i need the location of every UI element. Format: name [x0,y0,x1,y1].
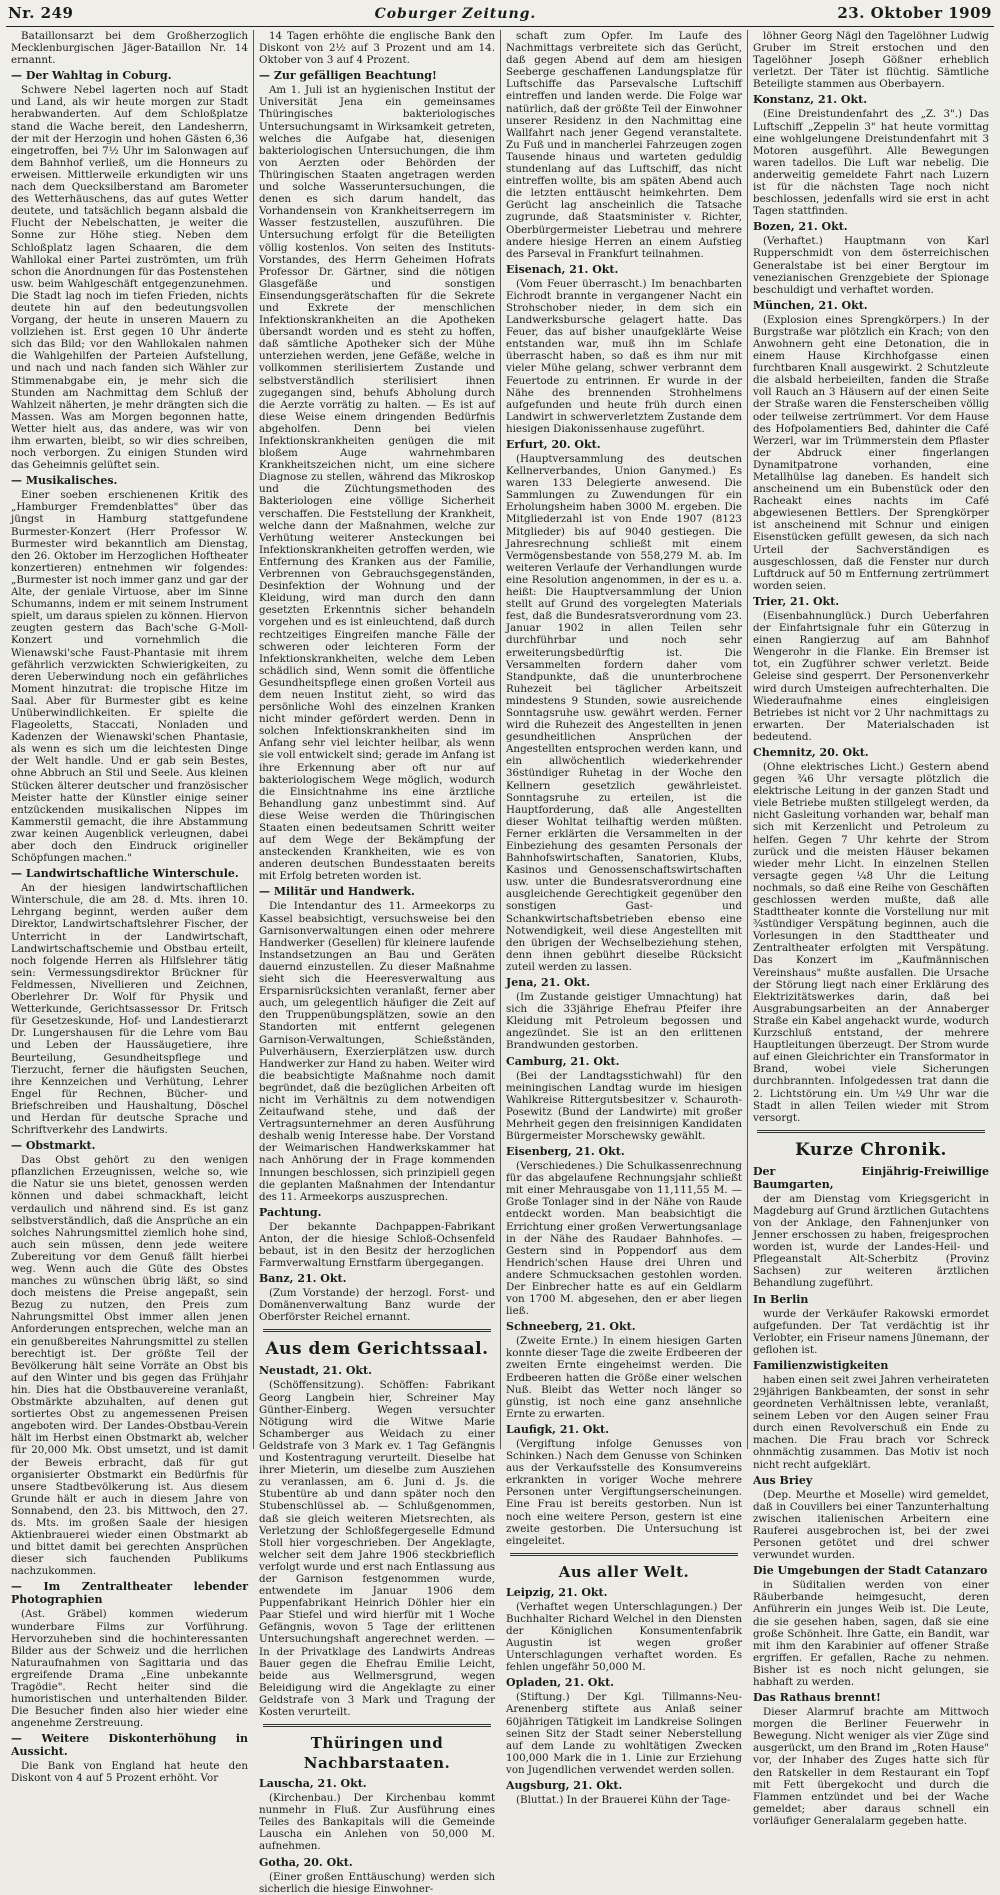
article-text-bozen: (Verhaftet.) Hauptmann von Karl Rupperschmidt von dem österreichischen Generalstabe ist bei einer Bergtour im venezianischen Grenzgebiete der Spionage beschuldigt und verhaftet worden. [753,235,989,296]
section-title-kurze-chronik: Kurze Chronik. [795,1139,947,1160]
article-heading-muenchen: München, 21. Okt. [753,298,868,312]
article-heading-familie: Familienzwistigkeiten [753,1358,889,1372]
article-heading-erfurt: Erfurt, 20. Okt. [506,438,601,451]
article-text-militaer: Die Intendantur des 11. Armeekorps zu Kassel beabsichtigt, versuchsweise bei den Garnisonverwaltungen einen oder mehrere Handwerker (Gesellen) für kleinere laufende Instandsetzungen an Bau und Geräten dauernd einzustellen. Zu dieser Maßnahme sieht sich die Heeresverwaltung aus Ersparnisrücksichten veranlaßt, ferner aber auch, um gelegentlich häufiger die Zeit auf den Truppenübungsplätzen, sowie an den Standorten mit entfernt gelegenen Garnison-Verwaltungen, Schießständen, Pulverhäusern, Exerzierplätzen usw. durch Handwerker zur Hand zu haben. Weiter wird die beabsichtigte Maßnahme noch damit begründet, daß die bezüglichen Arbeiten oft nicht im Verhältnis zu dem notwendigen Zeitaufwand stehe, und daß der Vertragsunternehmer an deren Ausführung deshalb wenig Interesse habe. Der Vorstand der Weimarischen Handwerkskammer hat nach Anhörung der in Frage kommenden Innungen beschlossen, sich prinzipiell gegen die geplanten Maßnahmen der Intendantur des 11. Armeekorps auszusprechen. [259,900,495,1203]
article-heading-camburg: Camburg, 21. Okt. [506,1054,620,1068]
article-heading-landwirt: — Landwirtschaftliche Winterschule. [11,867,239,881]
article-text-augsburg-cont: löhner Georg Nägl den Tagelöhner Ludwig Gruber im Streit erstochen und den Tagelöhner Joseph Gößner erheblich verletzt. Der Täter ist flüchtig. Sämtliche Beteiligte stammen aus Oberbayern. [753,30,989,91]
article-text-diskont: Die Bank von England hat heute den Diskont von 4 auf 5 Prozent erhöht. Vor [11,1760,248,1785]
columns [6,30,994,1895]
article-heading-neustadt: Neustadt, 21. Okt. [259,1364,372,1378]
paper-name: Coburger Zeitung. [374,6,537,22]
article-text-neustadt: (Schöffensitzung). Schöffen: Fabrikant Georg Langbein hier, Schreiner May Günther-Einberg. Wegen versuchter Nötigung wird die Witwe Marie Schamberger aus Weidach zu einer Geldstrafe von 3 Mark ev. 1 Tag Gefängnis und Kostentragung verurteilt. Dieselbe hat ihrer Mieterin, um dieselbe zum Ausziehen zu veranlassen, am 6. Juni d. Js. die Stubentüre ab und dann später noch den Stubenschlüssel ab. — Schlußgenommen, daß sie gleich weiteren Mietsrechten, als Verletzung der Schloßfegergeselle Edmund Stoll hier vorgeschrieben. Der Angeklagte, welcher seit dem Jahre 1906 steckbrieflich verfolgt wurde und erst nach Entlassung aus der Garnison festgenommen wurde, entwendete im Januar 1906 dem Puppenfabrikant Heinrich Döhler hier ein Paar Stiefel und wird hierfür mit 1 Woche Gefängnis, wovon 5 Tage der erlittenen Untersuchungshaft angerechnet werden. — In der Privatklage des Landwirts Andreas Bauer gegen die Ehefrau Emilie Leicht, beide aus Wellmersgrund, wegen Beleidigung wird die Angeklagte zu einer Geldstrafe von 3 Mark und Tragung der Kosten verurteilt. [259,1379,495,1718]
article-text-schneeberg: (Zweite Ernte.) In einem hiesigen Garten konnte dieser Tage die zweite Erdbeeren der zweiten Ernte eingeheimst werden. Die Erdbeeren hatten die Größe einer welschen Nuß. Bleibt das Wetter noch länger so günstig, ist noch eine ganz ansehnliche Ernte zu erwarten. [506,1335,742,1420]
article-text-eisenberg: (Verschiedenes.) Die Schulkassenrechnung für das abgelaufene Rechnungsjahr schließt mit einer Mehrausgabe von 11,111,55 M. — Große Tonlager sind in der Nähe von Raude entdeckt worden. Man beabsichtigt die Errichtung einer großen Verwertungsanlage in der Nähe des Raudaer Bahnhofes. — Gestern sind in Poppendorf aus dem Hendrich'schen Hause drei Uhren und andere Schmucksachen gestohlen worden. Der Einbrecher hatte es auf ein Geldlarm von 1700 M. abgesehen, den er aber liegen ließ. [506,1160,742,1318]
article-heading-bozen: Bozen, 21. Okt. [753,220,848,234]
article-heading-konstanz: Konstanz, 21. Okt. [753,93,868,107]
article-heading-schneeberg: Schneeberg, 21. Okt. [506,1320,636,1334]
article-heading-augsburg: Augsburg, 21. Okt. [506,1779,623,1792]
article-text-rathaus: Dieser Alarmruf brachte am Mittwoch morgen die Berliner Feuerwehr in Bewegung. Nicht weniger als vier Züge sind ausgerückt, um den Brand im „Roten Hause" vor, der Inhaber des Zuges hatte sich für den Ratskeller in dem Restaurant ein Topf mit Fett übergekocht und durch die Flammen entzündet und bei der Wache gemeldet; aber daraus schnell ein vorläufiger Generalalarm gegeben hatte. [753,1706,989,1827]
article-text-konstanz: (Eine Dreistundenfahrt des „Z. 3".) Das Luftschiff „Zeppelin 3" hat heute vormittag eine wohlgelungene Dreistundenfahrt mit 3 Motoren ausgeführt. Alle Bewegungen waren tadellos. Die Luft war nebelig. Die anderweitig gemeldete Fahrt nach Luzern ist für die nächsten Tage noch nicht beschlossen, jedenfalls wird sie erst in acht Tagen stattfinden. [753,108,989,218]
article-heading-catanzaro: Die Umgebungen der Stadt Catanzaro [753,1564,988,1578]
column-1 [6,30,253,1785]
section-divider [263,1329,491,1332]
article-text-landwirt: An der hiesigen landwirtschaftlichen Winterschule, die am 28. d. Mts. ihren 10. Lehrgang beginnt, werden außer dem Direktor, Landwirtschaftslehrer Fischer, der Unterricht in der Landwirtschaft, Landwirtschaftschemie und Obstbau erteilt, noch folgende Herren als Hilfslehrer tätig sein: Vermessungsdirektor Brückner für Feldmessen, Nivellieren und Zeichnen, Oberlehrer Dr. Wolf für Physik und Wetterkunde, Gerichtsassessor Dr. Fritsch für Gesetzeskunde, Hof- und Landestierarzt Dr. Lungershausen für die Lehre vom Bau und Leben der Haussäugetiere, ihre Beurteilung, Gesundheitspflege und Tierzucht, ferner die häufigsten Seuchen, ihre Kennzeichen und Verhütung, Lehrer Engel für Rechnen, Bücher- und Briefschreiben und Haushaltung, Döschel und Herdan für deutsche Sprache und Schriftverkehr des Landwirts. [11,882,248,1137]
article-heading-obst: — Obstmarkt. [11,1139,96,1153]
article-heading-berlin: In Berlin [753,1292,809,1306]
article-text-zentral: (Ast. Gräbel) kommen wiederum wunderbare Films zur Vorführung. Hervorzuheben sind die hochinteressanten Bilder aus der Schweiz und die herrlichen Naturaufnahmen von Sagittaria und das ergreifende Drama „Eine unbekannte Tragödie". Recht heiter sind die humoristischen und unterhaltenden Bilder. Die Besucher finden also hier wieder eine angenehme Zerstreuung. [11,1608,248,1730]
section-title-aus-aller-welt: Aus aller Welt. [558,1562,690,1581]
article-text-gotha-cont: schaft zum Opfer. Im Laufe des Nachmittags verbreitete sich das Gerücht, daß gegen Abend auf dem am hiesigen Seeberge geschaffenen Landungsplatze für Luftschiffe das Parsevalsche Luftschiff eintreffen und landen werde. Die Folge war natürlich, daß der größte Teil der Einwohner unserer Residenz in den Nachmittag eine Wallfahrt nach jener Gegend veranstaltete. Zu Fuß und in mancherlei Fahrzeugen zogen Tausende hinaus und warteten geduldig stundenlang auf das Luftschiff, das nicht eintreffen wollte, bis am späten Abend auch die letzten enttäuscht heimkehrten. Dem Gerücht lag anscheinlich die Tatsache zugrunde, daß Staatsminister v. Richter, Oberbürgermeister Liebetrau und mehrere andere hiesige Herren an einem Aufstieg des Parseval in Frankfurt teilnahmen. [506,30,742,260]
article-text-trier: (Eisenbahnunglück.) Durch Ueberfahren der Einfahrtsignale fuhr ein Güterzug in einen Rangierzug auf am Bahnhof Wengerohr in die Flanke. Ein Bremser ist tot, ein Zugführer schwer verletzt. Beide Geleise sind gesperrt. Der Personenverkehr wird durch Umsteigen aufrechterhalten. Die Wiederaufnahme eines eingleisigen Betriebes ist nicht vor 2 Uhr nachmittags zu erwarten. Der Materialschaden ist bedeutend. [753,609,989,743]
article-heading-diskont: — Weitere Diskonterhöhung in Aussicht. [11,1732,248,1759]
article-text-catanzaro: in Süditalien werden von einer Räuberbande heimgesucht, deren Anführerin ein junges Weib ist. Die Leute, die sie gesehen haben, sagen, daß sie eine große Schönheit. Ihre Gatte, ein Bandit, war mit ihm den Karabinier auf offener Straße ergriffen. Er gefallen, Rache zu nehmen. Bisher ist es noch nicht gelungen, sie habhaft zu werden. [753,1579,989,1688]
article-text-obst: Das Obst gehört zu den wenigen pflanzlichen Erzeugnissen, welche so, wie die Natur sie uns bietet, genossen werden können und dabei schmackhaft, leicht verdaulich und nährend sind. Es ist ganz selbstverständlich, daß die Ansprüche an ein solches Nahrungsmittel ziemlich hohe sind, auch sein müssen, denn jede weitere Zubereitung vor dem Genuß fällt hierbei weg. Wenn auch die Güte des Obstes manches zu wünschen übrig läßt, so sind doch meistens die Preise angepaßt, sein Bezug zu nutzen, den Preis zum Nahrungsmittel Obst immer allen jenen Anforderungen entsprechen, welche man an ein genußbereites Nahrungsmittel zu stellen berechtigt ist. Der größte Teil der Bevölkerung hält seine Vorräte an Obst bis auf den Winter und bis gegen das Frühjahr hin. Dies hat die Obstbauvereine veranlaßt, Obstmärkte abzuhalten, auf denen gut sortiertes Obst zu angemessenen Preisen angeboten wird. Der Landes-Obstbau-Verein hält im Herbst einen Obstmarkt ab, welcher für 20,000 Mk. Obst umsetzt, und ist damit der Beweis erbracht, daß für gut organisierter Obstmarkt ein Bedürfnis für unsere Stadtbevölkerung ist. Aus diesem Grunde hält er auch in diesem Jahre von Sonnabend, den 23. bis Mittwoch, den 27. ds. Mts. im großen Saale der hiesigen Aktienbrauerei wieder einen Obstmarkt ab und bittet damit bei gerechten Ansprüchen dieser sich fauchenden Publikums nachzukommen. [11,1154,248,1578]
article-text-leipzig: (Verhaftet wegen Unterschlagungen.) Der Buchhalter Richard Welchel in den Diensten der Königlichen Konsumentenfabrik Augustin ist wegen großer Unterschlagungen verhaftet worden. Es fehlen ungefähr 50,000 M. [506,1600,742,1674]
section-title-thueringen: Thüringen und Nachbarstaaten. [303,1734,451,1773]
article-heading-gotha: Gotha, 20. Okt. [259,1855,353,1869]
article-text-camburg: (Bei der Landtagsstichwahl) für den meiningischen Landtag wurde im hiesigen Wahlkreise Rittergutsbesitzer v. Schauroth-Posewitz (Bund der Landwirte) mit großer Mehrheit gegen den freisinnigen Kandidaten Bürgermeister Morschewsky gewählt. [506,1069,742,1142]
article-heading-pacht: Pachtung. [259,1205,322,1219]
article-heading-wahltag: — Der Wahltag in Coburg. [11,69,172,83]
article-heading-beachtung: — Zur gefälligen Beachtung! [259,69,437,83]
article-heading-jena: Jena, 21. Okt. [506,976,591,990]
article-text-augsburg: (Bluttat.) In der Brauerei Kühn der Tage- [516,1794,731,1806]
article-text-opladen: (Stiftung.) Der Kgl. Tillmanns-Neu-Arenenberg stiftete aus Anlaß seiner 60jährigen Tätigkeit im Landkreise Solingen seinen Sitz der Stadt seiner Neberstellung auf dem Lande zu wohltätigen Zwecken 100,000 Mark die in 1. Linie zur Erziehung von Jugendlichen verwendet werden sollen. [506,1691,742,1776]
article-text-beachtung: Am 1. Juli ist an hygienischen Institut der Universität Jena ein gemeinsames Thüringisches bakteriologisches Untersuchungsamt in Wirksamkeit getreten, welches die Aufgabe hat, diesenigen bakteriologischen Untersuchungen, die ihm von Aerzten oder Behörden der Thüringischen Staaten angetragen werden und solche Wasseruntersuchungen, die denen es sich darum handelt, das Vorhandensein von Krankheitserregern im Wasser festzustellen, auszuführen. Die Untersuchung erfolgt für die Beteiligten völlig kostenlos. Von seiten des Instituts-Vorstandes, des Herrn Geheimen Hofrats Professor Dr. Gärtner, sind die nötigen Glasgefäße und sonstigen Einsendungsgerätschaften für die Sekrete und Exkrete der menschlichen Infektionskrankheiten an die Apotheken übersandt worden und es steht zu hoffen, daß sämtliche Apotheker sich der Mühe unterziehen werden, jene Gefäße, welche in vollkommen sterilisiertem Zustande und selbstverständlich sterilisiert ihnen zugegangen sind, behufs Abholung durch die Aerzte vorrätig zu halten. — Es ist auf diese Weise einem dringenden Bedürfnis abgeholfen. Denn bei vielen Infektionskrankheiten genügen die mit bloßem Auge wahrnehmbaren Krankheitszeichen nicht, um eine sichere Diagnose zu stellen, während das Mikroskop und die Züchtungsmethoden des Bakteriologen eine völlige Sicherheit verschaffen. Die Feststellung der Krankheit, welche dann der Maßnahmen, welche zur Verhütung weiterer Ansteckungen bei Infektionskrankheiten getroffen werden, wie Entfernung des Kranken aus der Familie, Verbrennen von Gebrauchsgegenständen, Desinfektion der Wohnung und der Kleidung, wird man durch den dann gesetzten Erkenntnis sicher behandeln vorgehen und es ist einleuchtend, daß durch rechtzeitiges Eingreifen manche Fälle der schweren oder leichteren Form der Infektionskrankheiten, welche dem Leben schädlich sind, Wenn somit die öffentliche Gesundheitspflege einen großen Vorteil aus dem neuen Institut zieht, so wird das persönliche Wohl des einzelnen Kranken nicht minder gefördert werden. Denn in solchen Infektionskrankheiten sind im Anfang sehr viel leichter heilbar, als wenn sie voll entwickelt sind; gerade im Anfang ist ihre Erkennung aber oft nur auf bakteriologischem Wege möglich, wodurch die Einsichtnahme ins eine ärztliche Behandlung ganz unbestimmt sind. Auf diese Weise werden die Thüringischen Staaten einen bedeutsamen Schritt weiter auf dem Wege der Bekämpfung der ansteckenden Krankheiten, wie es von anderen deutschen Bundesstaaten bereits mit Erfolg betreten worden ist. [259,84,495,883]
article-heading-eisenach: Eisenach, 21. Okt. [506,262,619,276]
section-title-gerichtssaal: Aus dem Gerichtssaal. [265,1339,489,1360]
article-text-eisenach: (Vom Feuer überrascht.) Im benachbarten Eichrodt brannte in vergangener Nacht ein Strohschober nieder, in dem sich ein Landwerksbursche gelagert hatte. Das Feuer, das auf bisher unaufgeklärte Weise entstanden war, muß ihn im Schlafe überrascht haben, so daß es ihm nur mit vieler Mühe gelang, schwer verbrannt dem Feuertode zu entrinnen. Er wurde in der Nähe des brennenden Strohhelmens aufgefunden und heute früh durch einen Landwirt in schwerverletztem Zustande dem hiesigen Diakonissenhause zugeführt. [506,277,742,435]
article-text: Bataillonsarzt bei dem Großherzoglich Mecklenburgischen Jäger-Bataillon Nr. 14 ernannt. [11,30,248,67]
article-heading-banz: Banz, 21. Okt. [259,1272,347,1286]
article-text-familie: haben einen seit zwei Jahren verheirateten 29jährigen Bankbeamten, der sonst in sehr geordneten Verhältnissen lebte, veranlaßt, seinem Leben vor den Augen seiner Frau durch einen Revolverschuß ein Ende zu machen. Die Frau brach vor Schreck ohnmächtig zusammen. Das Motiv ist noch nicht recht aufgeklärt. [753,1373,989,1471]
article-heading-baumgarten: Der Einjährig-Freiwillige Baumgarten, [753,1164,989,1191]
article-text-wahltag: Schwere Nebel lagerten noch auf Stadt und Land, als wir heute morgen zur Stadt herabwanderten. Auf dem Schloßplatze stand die Wache bereit, den Landesherrn, der mit der Herzogin und hohen Gästen 6,36 eingetroffen, bei 7½ Uhr im Salonwagen auf dem Bahnhof verließ, um die Honneurs zu erweisen. Mittlerweile erkundigten wir uns nach dem Quecksilberstand am Barometer des Wetterhäuschens, das auf gutes Wetter deutete, und tatsächlich begann alsbald die Flucht der Nebelschatten, je weiter die Sonne zur Höhe stieg. Neben dem Schloßplatz lagen Schaaren, die dem Wahllokal einer Partei zuströmten, um früh schon die Anordnungen für das Postenstehen usw. beim Wahlgeschäft entgegenzunehmen. Die Stadt lag noch im tiefen Frieden, nichts deutete hin auf den bedeutungsvollen Vorgang, der heute in unseren Mauern zu vollziehen ist. Erst gegen 10 Uhr änderte sich das Bild; vor den Wahllokalen nahmen die Wahlgehilfen der Parteien Aufstellung, und nach und nach fanden sich Wähler zur Stimmenabgabe ein, je mehr sich die Stunden am Nachmittag dem Schluß der Wahlzeit näherten, je mehr drängten sich die Massen. Was am Morgen begonnen hatte, Wetter hielt aus, das andere, was wir von ihm erwarten, bleibt, so wir dies schreiben, noch verborgen. Zu einigen Stunden wird das Geheimnis gelüftet sein. [11,84,248,472]
article-heading-militaer: — Militär und Handwerk. [259,885,415,899]
article-heading-briey: Aus Briey [753,1473,813,1487]
column-2 [253,30,500,1895]
section-divider [510,1553,738,1556]
article-text-musik: Einer soeben erschienenen Kritik des „Hamburger Fremdenblattes" über das jüngst in Hamburg stattgefundene Burmester-Konzert (Herr Professor W. Burmester wird bekanntlich am Dienstag, den 26. Oktober im Herzoglichen Hoftheater konzertieren) entnehmen wir folgendes: „Burmester ist noch immer ganz und gar der Alte, der geniale Virtuose, aber im Sinne Schumanns, indem er mit seinem Instrument spielt, um daraus spielen zu können. Hiervon zeugten gestern das Bach'sche G-Moll-Konzert und vornehmlich die Wienawski'sche Faust-Phantasie mit ihrem gefährlich verzwickten Schwierigkeiten, zu deren Ueberwindung noch ein gefährliches Moment hinzutrat: die tropische Hitze im Saal. Aber für Burmester gibt es keine Unüberwindlichkeiten. Er spielte die Flageoletts, Staccati, Nonladen und Kadenzen der Wienawski'schen Phantasie, als wenn es sich um die leichtesten Dinge der Welt handle. Und er gab sein Bestes, ohne Abbruch an Stil und Seele. Aus kleinen Stücken älterer deutscher und französischer Meister hatte der Künstler einige seiner entzückenden musikalischen Nippes im Kammerstil gemacht, die ihre Abstammung zwar keinen Augenblick verleugnen, dabei aber doch den Eindruck origineller Schöpfungen machen." [11,489,248,865]
article-heading-zentral: — Im Zentraltheater lebender Photographien [11,1580,248,1607]
column-3 [500,30,747,1806]
article-text-diskont-cont: 14 Tagen erhöhte die englische Bank den Diskont von 2½ auf 3 Prozent und am 14. Oktober von 3 auf 4 Prozent. [259,30,495,67]
article-text-jena: (Im Zustande geistiger Umnachtung) hat sich die 33jährige Ehefrau Pfeifer ihre Kleidung mit Petroleum begossen und angezündet. Sie ist an den erlittenen Brandwunden gestorben. [506,991,742,1052]
article-heading-eisenberg: Eisenberg, 21. Okt. [506,1145,625,1159]
article-text-muenchen: (Explosion eines Sprengkörpers.) In der Burgstraße war plötzlich ein Krach; von den Anwohnern geht eine Detonation, die in einem Hause Kirchhofgasse einen furchtbaren Knall ausgewirkt. 2 Schutzleute die alsbald herbeieilten, fanden die Straße voll Rauch an 3 Häusern auf der einen Seite der Straße waren die Fensterscheiben völlig oder teilweise zertrümmert. Vor dem Hause des Hofpolamentiers Bed, dahinter die Café Werzerl, war im Trümmerstein dem Pflaster der Abdruck einer fingerlangen Dynamitpatrone vorhanden, eine Metallhülse lag daneben. Es handelt sich anscheinend um ein Bubenstück oder den Racheakt eines nachts im Café abgewiesenen Bettlers. Der Sprengkörper ist anscheinend mit Schnur und einigen Eisenstücken gefüllt gewesen, da sich nach Urteil der Sachverständigen es ausgeschlossen, daß die Fenster nur durch Luftdruck auf 50 m Entfernung zertrümmert worden seien. [753,313,989,592]
section-divider [263,1724,491,1727]
article-heading-laufigk: Laufigk, 21. Okt. [506,1422,609,1436]
issue-number: Nr. 249 [8,4,74,22]
article-text-gotha: (Einer großen Enttäuschung) werden sich sicherlich die hiesige Einwohner- [259,1870,495,1895]
article-text-briey: (Dep. Meurthe et Moselle) wird gemeldet, daß in Couvillers bei einer Tanzunterhaltung zwischen italienischen Arbeitern eine Rauferei ausgebrochen ist, bei der zwei Personen getötet und drei schwer verwundet wurden. [753,1488,989,1562]
article-heading-musik: — Musikalisches. [11,474,118,488]
article-heading-chemnitz: Chemnitz, 20. Okt. [753,745,869,759]
article-heading-rathaus: Das Rathaus brennt! [753,1691,881,1705]
article-heading-opladen: Opladen, 21. Okt. [506,1676,615,1690]
article-text-berlin: wurde der Verkäufer Rakowski ermordet aufgefunden. Der Tat verdächtig ist ihr Verlobter, ein Friseur namens Jünemann, der geflohen ist. [753,1307,989,1356]
article-heading-trier: Trier, 21. Okt. [753,594,840,608]
column-4 [747,30,994,1827]
article-text-lauscha: (Kirchenbau.) Der Kirchenbau kommt nunmehr in Fluß. Zur Ausführung eines Teiles des Bankapitals will die Gemeinde Lauscha ein Anlehen von 50,000 M. aufnehmen. [259,1792,495,1853]
article-text-banz: (Zum Vorstande) der herzogl. Forst- und Domänenverwaltung Banz wurde der Oberförster Reichel ernannt. [259,1287,495,1324]
article-heading-leipzig: Leipzig, 21. Okt. [506,1585,608,1599]
article-text-baumgarten: der am Dienstag vom Kriegsgericht in Magdeburg auf Grund ärztlichen Gutachtens von der Anklage, den Fahnenjunker von Jenner erschossen zu haben, freigesprochen worden ist, wurde der Landes-Heil- und Pflegeanstalt Alt-Scherbitz (Provinz Sachsen) zur weiteren ärztlichen Behandlung zugeführt. [753,1192,989,1290]
masthead [6,4,994,27]
article-text-pacht: Der bekannte Dachpappen-Fabrikant Anton, der die hiesige Schloß-Ochsenfeld bebaut, ist in den Besitz der herzoglichen Farmverwaltung Ernstfarm übergegangen. [259,1220,495,1270]
issue-date: 23. Oktober 1909 [837,4,992,22]
section-divider [757,1130,985,1133]
article-text-laufigk: (Vergiftung infolge Genusses von Schinken.) Nach dem Genusse von Schinken aus der Verkaufsstelle des Konsumvereins erkrankten in voriger Woche mehrere Personen unter Vergiftungserscheinungen. Eine Frau ist bereits gestorben. Nun ist noch eine weitere Person, gestern ist eine zweite gestorben. Die Untersuchung ist eingeleitet. [506,1437,742,1547]
article-heading-lauscha: Lauscha, 21. Okt. [259,1777,367,1791]
article-text-erfurt: (Hauptversammlung des deutschen Kellnerverbandes, Union Ganymed.) Es waren 133 Delegierte anwesend. Die Sammlungen zu Zuwendungen für ein Erholungsheim haben 3000 M. ergeben. Die Mitgliederzahl ist von Ende 1907 (8123 Mitglieder) bis auf 9040 gestiegen. Die Jahresrechnung schließt mit einem Vermögensbestande von 558,279 M. ab. Im weiteren Verlaufe der Verhandlungen wurde eine Resolution angenommen, in der es u. a. heißt: Die Hauptversammlung der Union stellt auf Grund des vorgelegten Materials fest, daß die Bundesratsverordnung vom 23. Januar 1902 in allen Teilen sehr durchführbar und noch sehr erweiterungsbedürftig ist. Die Versammelten fordern daher vom Standpunkte, daß die ununterbrochene Ruhezeit bei täglicher Arbeitszeit mindestens 9 Stunden, sowie ausreichende Sonntagsruhe usw. gewährt werden. Ferner wird die Ruhezeit des Angestellten in jenen gesundheitlichen Ansprüchen der Angestellten entsprochen werden kann, und ein allwöchentlich wiederkehrender 36stündiger Ruhetag in der Woche den Kellnern gesetzlich gewährleistet. Sonntagsruhe zu erteilen, ist die Hauptforderung, daß alle Angestellten dieser Wohltat teilhaftig werden müßten. Ferner erklärten die Versammelten in der Einbeziehung des gesamten Personals der Bahnhofswirtschaften, Sanatorien, Klubs, Kasinos und Genossenschaftswirtschaften usw. unter die Bundesratsverordnung eine ausgleichende Gerechtigkeit gegenüber den sonstigen Gast- und Schankwirtschaftsbetrieben ebenso eine Notwendigkeit, weil diese Angestellten mit den übrigen der Wechselbeziehung stehen, denn ihnen gebührt dieselbe Rücksicht zuteil werden zu lassen. [506,453,742,973]
article-text-chemnitz: (Ohne elektrisches Licht.) Gestern abend gegen ¾6 Uhr versagte plötzlich die elektrische Leitung in der ganzen Stadt und viele Betriebe mußten stillgelegt werden, da nicht Gasleitung vorhanden war, behalf man sich mit Kerzenlicht und Petroleum zu helfen. Gegen 7 Uhr kehrte der Strom zurück und die meisten Häuser bekamen wieder mehr Licht. In einzelnen Stellen versagte gegen ¼8 Uhr die Leitung nochmals, so daß eine Reihe von Geschäften geschlossen werden mußte, daß alle Stadttheater konnte die Vorstellung nur mit ¾stündiger Verspätung beginnen, auch die Vorlesungen in den Stadttheater und Zentraltheater erfolgten mit Verspätung. Das Konzert im „Kaufmännischen Vereinshaus" mußte ausfallen. Die Ursache der Störung liegt nach einer Erklärung des Elektrizitätswerkes darin, daß bei Ausgrabungsarbeiten an der Annaberger Straße ein Kabel angehackt wurde, wodurch Kurzschluß entstand, der mehrere Hauptleitungen überzeugt. Der Strom wurde auf einen Gleichrichter ein Transformator in Brand, wobei viele Sicherungen durchbrannten. Infolgedessen trat dann die 2. Lichtstörung ein. Um ¼9 Uhr war die Stadt in allen Teilen wieder mit Strom versorgt. [753,760,989,1124]
